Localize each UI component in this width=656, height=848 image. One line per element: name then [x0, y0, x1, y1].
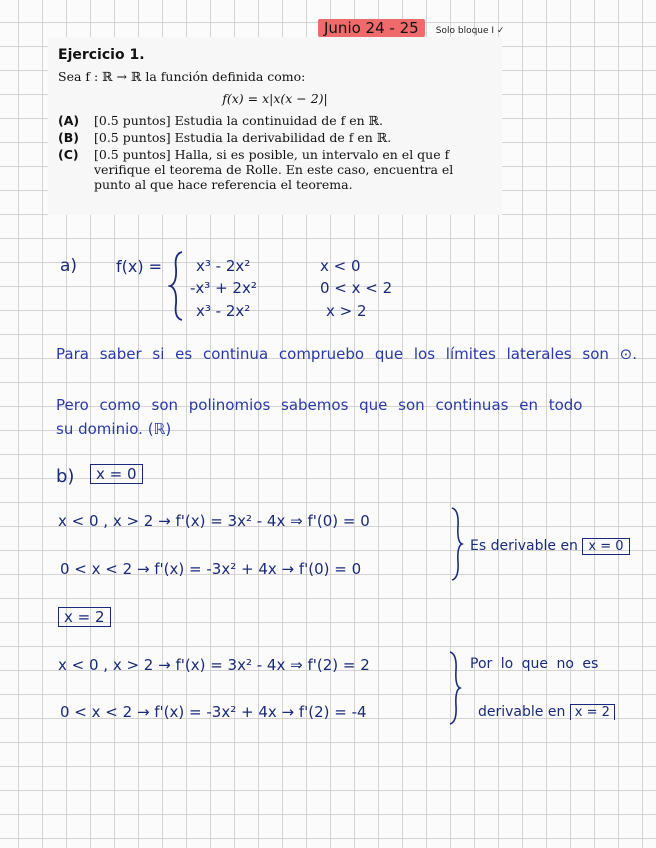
piece-1-cond: x < 0 — [320, 257, 361, 275]
conclusion-x2 — [478, 704, 615, 720]
polynomial-note-line2: su dominio. (ℝ) — [56, 420, 172, 438]
conclusion-x2-box: x = 2 — [570, 704, 615, 720]
part-a-fx: f(x) = — [116, 257, 163, 276]
part-b-label: b) — [56, 466, 75, 487]
item-a-label: (A) — [58, 113, 80, 128]
conclusion-x2-line1: Por lo que no es — [470, 656, 599, 672]
derivative-brace-1 — [450, 506, 464, 582]
conclusion-x0 — [470, 538, 630, 554]
conclusion-x0-text: Es derivable en — [470, 538, 578, 554]
item-a-text: [0.5 puntos] Estudia la continuidad de f en ℝ. — [94, 113, 383, 128]
conclusion-x0-box: x = 0 — [582, 538, 629, 555]
piece-1-expr: x³ - 2x² — [196, 257, 251, 275]
exam-date-highlight: Junio 24 - 25 — [318, 19, 425, 37]
piece-2-expr: -x³ + 2x² — [190, 279, 257, 297]
item-b-label: (B) — [58, 130, 79, 145]
item-b — [58, 130, 492, 145]
derivative-brace-2 — [448, 650, 462, 726]
derivative-row-2: 0 < x < 2 → f'(x) = -3x² + 4x → f'(0) = 0 — [60, 560, 362, 578]
item-c-text: [0.5 puntos] Halla, si es posible, un intervalo en el que f verifique el teorema de Rolle. En este caso, encuentra el punto al que hace referencia el teorema. — [94, 147, 454, 192]
header-note: Solo bloque I ✓ — [435, 26, 505, 36]
problem-statement — [48, 37, 502, 215]
piece-2-cond: 0 < x < 2 — [320, 279, 393, 297]
item-b-text: [0.5 puntos] Estudia la derivabilidad de f en ℝ. — [94, 130, 392, 145]
exercise-title: Ejercicio 1. — [58, 47, 145, 63]
derivative-row-1: x < 0 , x > 2 → f'(x) = 3x² - 4x ⇒ f'(0) = 0 — [58, 512, 370, 530]
piece-3-expr: x³ - 2x² — [196, 302, 251, 320]
conclusion-x2-text: derivable en — [478, 704, 566, 720]
continuity-note: Para saber si es continua compruebo que los límites laterales son ⊙. — [56, 345, 637, 363]
polynomial-note-line1: Pero como son polinomios sabemos que son continuas en todo — [56, 396, 583, 414]
item-c-label: (C) — [58, 147, 79, 162]
point-x2-box: x = 2 — [58, 607, 111, 627]
derivative-row-4: 0 < x < 2 → f'(x) = -3x² + 4x → f'(2) = -4 — [60, 703, 367, 721]
item-a — [58, 113, 492, 128]
item-c — [58, 147, 492, 192]
piece-3-cond: x > 2 — [326, 302, 367, 320]
point-x0-box: x = 0 — [90, 464, 143, 484]
header — [318, 18, 504, 37]
derivative-row-3: x < 0 , x > 2 → f'(x) = 3x² - 4x ⇒ f'(2) = 2 — [58, 656, 370, 674]
part-a-label: a) — [60, 256, 78, 276]
function-formula: f(x) = x|x(x − 2)| — [222, 91, 328, 106]
piecewise-brace — [168, 250, 186, 322]
problem-intro: Sea f : ℝ → ℝ la función definida como: — [58, 69, 306, 84]
